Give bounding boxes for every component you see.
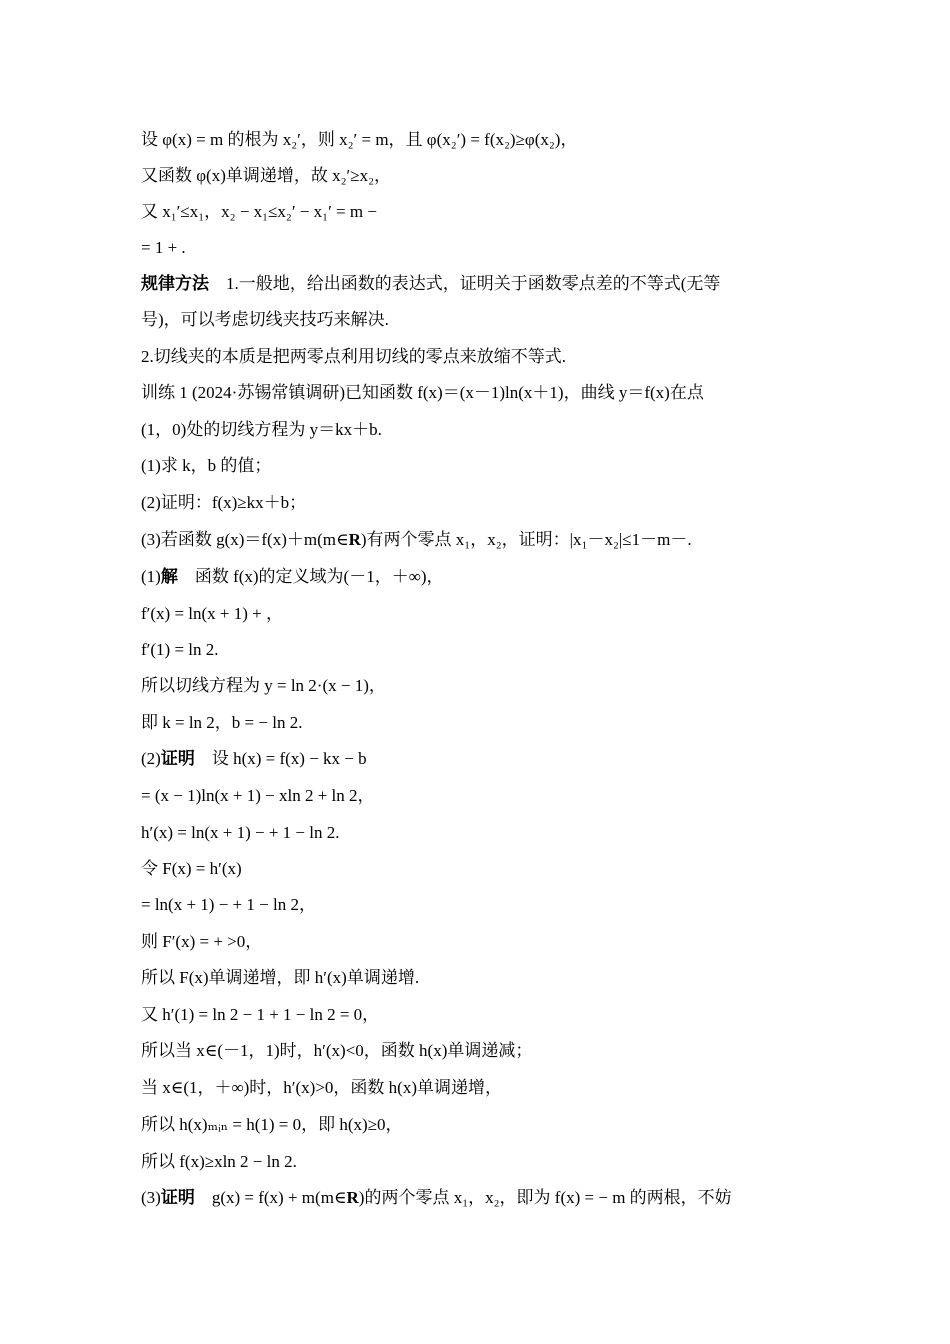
text-segment: 号)，可以考虑切线夹技巧来解决. bbox=[141, 310, 389, 329]
text-line bbox=[141, 603, 813, 625]
text-segment: 所以当 x∈(－1，1)时，h′(x)<0，函数 h(x)单调递减； bbox=[141, 1041, 533, 1060]
text-segment: )的两个零点 x₁，x₂，即为 f(x) = − m 的两根，不妨 bbox=[358, 1188, 732, 1207]
bold-text: 证明 bbox=[160, 749, 195, 768]
text-line bbox=[141, 822, 813, 844]
text-line bbox=[141, 382, 813, 404]
text-line bbox=[141, 1004, 813, 1026]
text-segment: 设 φ(x) = m 的根为 x₂′，则 x₂′ = m，且 φ(x₂′) = f(x₂)≥φ(x₂)， bbox=[141, 130, 578, 149]
text-segment: = (x − 1)ln(x + 1) − xln 2 + ln 2， bbox=[141, 786, 375, 805]
text-segment: )有两个零点 x₁，x₂，证明：|x₁－x₂|≤1－m－. bbox=[360, 530, 692, 549]
text-line bbox=[141, 1187, 813, 1209]
text-line bbox=[141, 785, 813, 807]
text-line bbox=[141, 858, 813, 880]
bold-text: 解 bbox=[160, 567, 178, 586]
text-segment: (1)求 k，b 的值； bbox=[141, 456, 272, 475]
text-line bbox=[141, 967, 813, 989]
text-line bbox=[141, 529, 813, 551]
text-line bbox=[141, 492, 813, 514]
text-segment: (3) bbox=[141, 1188, 161, 1207]
text-line bbox=[141, 1114, 813, 1136]
text-segment: 所以 h(x)ₘᵢₙ = h(1) = 0，即 h(x)≥0， bbox=[141, 1115, 403, 1134]
bold-text: 规律方法 bbox=[141, 274, 209, 293]
text-line bbox=[141, 1040, 813, 1062]
text-line bbox=[141, 419, 813, 441]
text-segment: 所以切线方程为 y = ln 2·(x − 1)， bbox=[141, 676, 386, 695]
text-segment: 函数 f(x)的定义域为(－1，＋∞)， bbox=[177, 567, 444, 586]
text-line bbox=[141, 1151, 813, 1173]
text-line bbox=[141, 455, 813, 477]
text-segment: g(x) = f(x) + m(m∈ bbox=[194, 1188, 347, 1207]
text-line bbox=[141, 566, 813, 588]
text-line bbox=[141, 639, 813, 661]
text-segment: 又 h′(1) = ln 2 − 1 + 1 − ln 2 = 0， bbox=[141, 1005, 380, 1024]
bold-text: R bbox=[348, 530, 361, 549]
text-line bbox=[141, 748, 813, 770]
text-segment: f′(1) = ln 2. bbox=[141, 640, 219, 659]
text-line bbox=[141, 894, 813, 916]
text-segment: f′(x) = ln(x + 1) + ， bbox=[141, 604, 284, 623]
text-segment: 令 F(x) = h′(x) bbox=[141, 859, 242, 878]
text-line bbox=[141, 309, 813, 331]
bold-text: R bbox=[346, 1188, 359, 1207]
text-segment: 又 x₁′≤x₁，x₂ − x₁≤x₂′ − x₁′ = m − bbox=[141, 202, 377, 221]
text-segment: 1.一般地，给出函数的表达式，证明关于函数零点差的不等式(无等 bbox=[209, 274, 721, 293]
text-line bbox=[141, 201, 813, 223]
text-line bbox=[141, 273, 813, 295]
text-segment: 所以 F(x)单调递增，即 h′(x)单调递增. bbox=[141, 968, 420, 987]
text-segment: 训练 1 (2024·苏锡常镇调研)已知函数 f(x)＝(x－1)ln(x＋1)，曲线 y＝f(x)在点 bbox=[141, 383, 704, 402]
text-line bbox=[141, 237, 813, 259]
text-segment: 当 x∈(1，＋∞)时，h′(x)>0，函数 h(x)单调递增， bbox=[141, 1078, 502, 1097]
text-segment: 设 h(x) = f(x) − kx − b bbox=[194, 749, 367, 768]
text-line bbox=[141, 1077, 813, 1099]
text-segment: = 1 + . bbox=[141, 238, 186, 257]
text-segment: (3)若函数 g(x)＝f(x)＋m(m∈ bbox=[141, 530, 349, 549]
text-segment: (1) bbox=[141, 567, 161, 586]
text-segment: 则 F′(x) = + >0， bbox=[141, 932, 263, 951]
text-segment: 又函数 φ(x)单调递增，故 x₂′≥x₂， bbox=[141, 166, 392, 185]
text-segment: 2.切线夹的本质是把两零点利用切线的零点来放缩不等式. bbox=[141, 347, 566, 366]
text-segment: (1，0)处的切线方程为 y＝kx＋b. bbox=[141, 420, 382, 439]
text-segment: h′(x) = ln(x + 1) − + 1 − ln 2. bbox=[141, 823, 340, 842]
text-line bbox=[141, 675, 813, 697]
text-line bbox=[141, 346, 813, 368]
bold-text: 证明 bbox=[160, 1188, 195, 1207]
text-line bbox=[141, 931, 813, 953]
text-line bbox=[141, 129, 813, 151]
text-segment: (2) bbox=[141, 749, 161, 768]
text-line bbox=[141, 712, 813, 734]
text-segment: 所以 f(x)≥xln 2 − ln 2. bbox=[141, 1152, 297, 1171]
text-line bbox=[141, 165, 813, 187]
text-segment: 即 k = ln 2，b = − ln 2. bbox=[141, 713, 303, 732]
text-segment: = ln(x + 1) − + 1 − ln 2， bbox=[141, 895, 316, 914]
text-segment: (2)证明：f(x)≥kx＋b； bbox=[141, 493, 307, 512]
